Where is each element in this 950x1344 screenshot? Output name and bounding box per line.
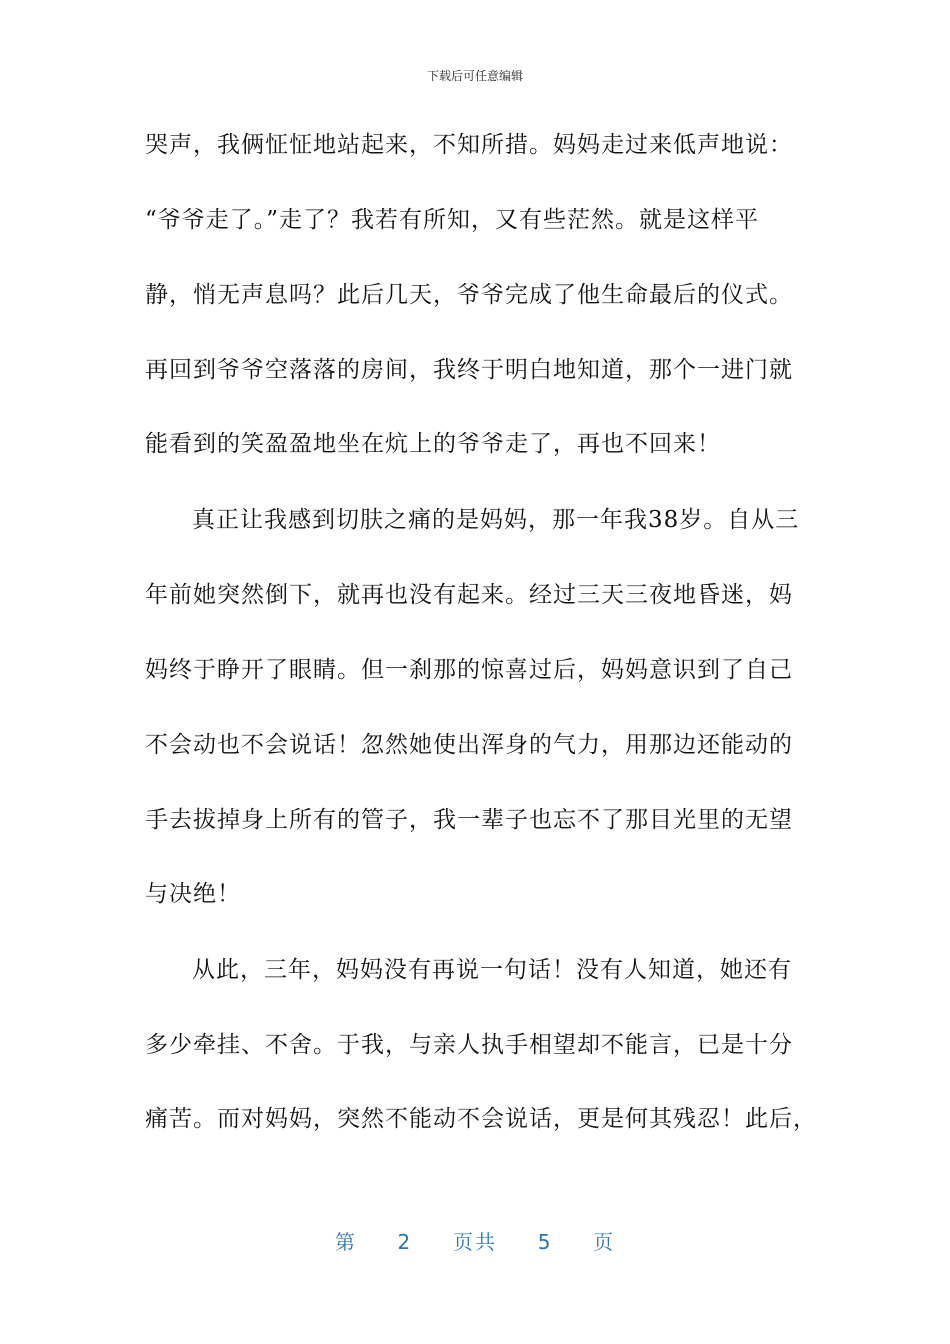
text-line: “爷爷走了。”走了？我若有所知，又有些茫然。就是这样平 <box>145 207 760 233</box>
page-footer <box>0 1226 950 1255</box>
text-line: 能看到的笑盈盈地坐在炕上的爷爷走了，再也不回来！ <box>145 431 721 457</box>
footer-middle: 页共 <box>453 1230 497 1254</box>
text-line: 手去拔掉身上所有的管子，我一辈子也忘不了那目光里的无望 <box>145 807 793 833</box>
text-line: 年前她突然倒下，就再也没有起来。经过三天三夜地昏迷，妈 <box>145 582 793 608</box>
text-line: 痛苦。而对妈妈，突然不能动不会说话，更是何其残忍！此后， <box>145 1106 817 1132</box>
text-line: 与决绝！ <box>145 881 241 907</box>
text-line: 哭声，我俩怔怔地站起来，不知所措。妈妈走过来低声地说： <box>145 132 793 158</box>
current-page-number: 2 <box>397 1230 413 1254</box>
footer-prefix: 第 <box>334 1230 357 1254</box>
text-line: 不会动也不会说话！忽然她使出浑身的气力，用那边还能动的 <box>145 732 793 758</box>
text-line: 多少牵挂、不舍。于我，与亲人执手相望却不能言，已是十分 <box>145 1032 793 1058</box>
text-line: 妈终于睁开了眼睛。但一刹那的惊喜过后，妈妈意识到了自己 <box>145 657 793 683</box>
text-line: 静，悄无声息吗？此后几天，爷爷完成了他生命最后的仪式。 <box>145 282 793 308</box>
page-header: 下载后可任意编辑 <box>426 69 523 83</box>
footer-suffix: 页 <box>593 1230 616 1254</box>
text-line: 真正让我感到切肤之痛的是妈妈，那一年我38岁。自从三 <box>192 507 800 533</box>
text-line: 从此，三年，妈妈没有再说一句话！没有人知道，她还有 <box>192 957 792 983</box>
text-line: 再回到爷爷空落落的房间，我终于明白地知道，那个一进门就 <box>145 357 793 383</box>
total-pages-number: 5 <box>537 1230 553 1254</box>
